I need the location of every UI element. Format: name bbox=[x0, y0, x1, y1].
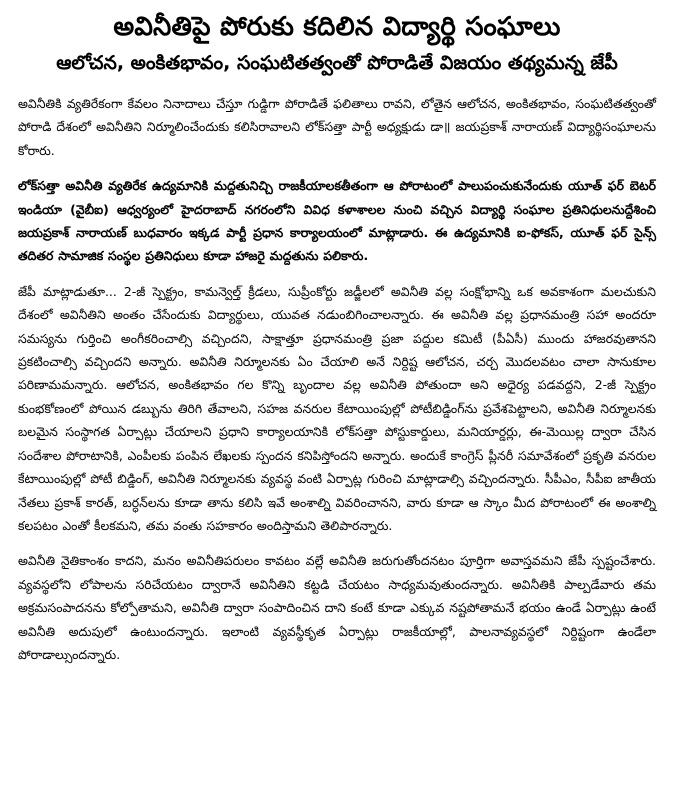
article-subheadline: ఆలోచన, అంకితభావం, సంఘటితత్వంతో పోరాడితే విజయం తథ్యమన్న జేపీ bbox=[56, 52, 618, 74]
article-paragraph-4: అవినీతి నైతికాంశం కాదని, మనం అవినీతిపరులం కావటం వల్లే అవినీతి జరుగుతోందనటం పూర్తిగా అవాస్తవమని జేపీ స్పష్టంచేశారు. వ్యవస్థలోని లోపాలను సరిచేయటం ద్వారానే అవినీతిని కట్టడి చేయటం సాధ్యమవుతుందన్నారు. అవినీతికి పాల్పడేవారు తమ అక్రమసంపాదనను కోల్పోతామని, అవినీతి ద్వారా సంపాదించిన దాని కంటే కూడా ఎక్కువ నష్టపోతామనే భయం ఉండే ఏర్పాట్లు ఉంటే అవినీతి అదుపులో ఉంటుందన్నారు. ఇలాంటి వ్యవస్థీకృత ఏర్పాట్లు రాజకీయాల్లో, పాలనావ్యవస్థలో నిర్దిష్టంగా ఉండేలా పోరాడాల్సుందన్నారు. bbox=[18, 553, 656, 662]
article-headline: అవినీతిపై పోరుకు కదిలిన విద్యార్థి సంఘాలు bbox=[113, 12, 561, 42]
article-paragraph-2: లోక్‌సత్తా అవినీతి వ్యతిరేక ఉద్యమానికి మద్దతునిచ్చి రాజకీయాలకతీతంగా ఆ పోరాటంలో పాలుపంచుకునేందుకు యూత్ ఫర్ బెటర్ ఇండియా (వైబీఐ) ఆధ్వర్యంలో హైదరాబాద్ నగరంలోని వివిధ కళాశాలల నుంచి వచ్చిన విద్యార్థి సంఘాల ప్రతినిధులనుద్దేశించి జయప్రకాశ్ నారాయణ్ బుధవారం ఇక్కడ పార్టీ ప్రధాన కార్యాలయంలో మాట్లాడారు. ఈ ఉద్యమానికి ఐ-ఫోకస్, యూత్ ఫర్ సైన్స్ తదితర సామాజిక సంస్థల ప్రతినిధులు కూడా హాజరై మద్దతును పలికారు. bbox=[18, 178, 656, 264]
article-paragraph-3: జేపీ మాట్లాడుతూ... 2-జీ స్పెక్ట్రం, కామన్వెల్త్ క్రీడలు, సుప్రీంకోర్టు జడ్జీలలో అవినీతి వల్ల సంక్షోభాన్ని ఒక అవకాశంగా మలచుకుని దేశంలో అవినీతిని అంతం చేసేందుకు విద్యార్థులు, యువత నడుంబిగించాలన్నారు. ఈ అవినీతి వల్ల ప్రధానమంత్రి సహా అందరూ సమస్యను గుర్తించి అంగీకరించాల్సి వచ్చిందని, సాక్షాత్తూ ప్రధానమంత్రి ప్రజా పద్దుల కమిటీ (పీఏసీ) ముందు హాజరవుతానని ప్రకటించాల్సి వచ్చిందని అన్నారు. అవినీతి నిర్మూలనకు ఏం చేయాలి అనే నిర్దిష్ట ఆలోచన, చర్చ మొదలవటం చాలా సానుకూల పరిణామమన్నారు. ఆలోచన, అంకితభావం గల కొన్ని బృందాల వల్ల అవినీతి పోతుందా అని అధైర్య పడవద్దని, 2-జీ స్పెక్ట్రం కుంభకోణంలో పోయిన డబ్బును తిరిగి తేవాలని, సహజ వనరుల కేటాయింపుల్లో పోటీబిడ్డింగ్‌ను ప్రవేశపెట్టాలని, అవినీతి నిర్మూలనకు బలమైన సంస్థాగత ఏర్పాట్లు చేయాలని ప్రధాని కార్యాలయానికి లోక్‌సత్తా పోస్టుకార్డులు, మనియార్డర్లు, ఈ-మెయిల్ల ద్వారా చేసిన సందేశాల పోరాటానికి, ఎంపీలకు పంపిన లేఖలకు స్పందన కనిపిస్తోందని అన్నారు. అందుకే కాంగ్రెస్ ప్లీనరీ సమావేశంలో ప్రకృతి వనరుల కేటాయింపుల్లో పోటీ బిడ్డింగ్, అవినీతి నిర్మూలనకు వ్యవస్థ వంటి ఏర్పాట్ల గురించి మాట్లాడాల్సి వచ్చిందన్నారు. సీపీఎం, సీపీఐ జాతీయ నేతలు ప్రకాశ్ కారత్, బర్ధన్‌లను కూడా తాను కలిసి ఇవే అంశాల్ని వివరించానని, వారు కూడా ఆ స్కాం మీద పోరాటంలో ఈ అంశాల్ని కలపటం ఎంతో కీలకమని, తమ వంతు సహకారం అందిస్తామని తెలిపారన్నారు. bbox=[18, 283, 656, 533]
article-paragraph-1: అవినీతికి వ్యతిరేకంగా కేవలం నినాదాలు చేస్తూ గుడ్డిగా పోరాడితే ఫలితాలు రావని, లోతైన ఆలోచన, అంకితభావం, సంఘటితత్వంతో పోరాడి దేశంలో అవినీతిని నిర్మూలించేందుకు కలిసిరావాలని లోక్‌సత్తా పార్టీ అధ్యక్షుడు డా॥ జయప్రకాశ్ నారాయణ్ విద్యార్థిసంఘాలను కోరారు. bbox=[18, 96, 656, 158]
